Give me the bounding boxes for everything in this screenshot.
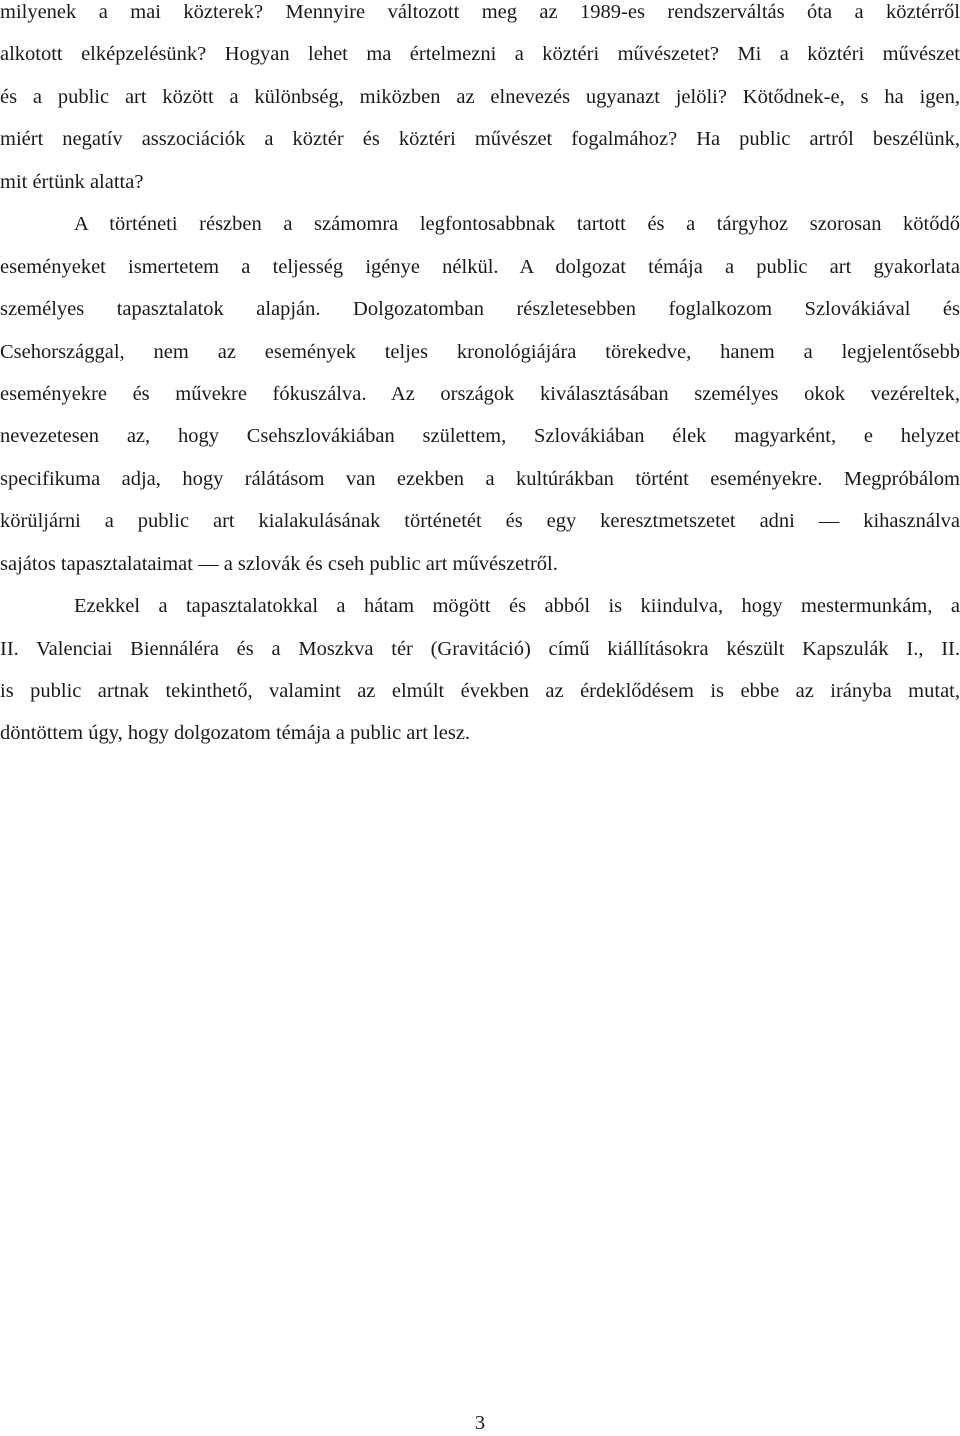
text-line: miért negatív asszociációk a köztér és köztéri művészet fogalmához? Ha public artról beszélünk, — [0, 128, 960, 151]
text-line: eseményekre és művekre fókuszálva. Az országok kiválasztásában személyes okok vezéreltek, — [0, 382, 960, 405]
text-line: személyes tapasztalatok alapján. Dolgozatomban részletesebben foglalkozom Szlovákiával és — [0, 298, 960, 321]
text-line: II. Valenciai Biennáléra és a Moszkva tér (Gravitáció) című kiállításokra készült Kapszulák I., II. — [0, 637, 960, 660]
text-line: körüljárni a public art kialakulásának történetét és egy keresztmetszetet adni — kihasználva — [0, 510, 960, 533]
paragraph-3 — [0, 585, 960, 755]
page-number: 3 — [474, 1412, 486, 1434]
text-line: A történeti részben a számomra legfontosabbnak tartott és a tárgyhoz szorosan kötődő — [74, 213, 960, 236]
text-line: alkotott elképzelésünk? Hogyan lehet ma értelmezni a köztéri művészetet? Mi a köztéri művészet — [0, 43, 960, 66]
paragraph-2 — [0, 203, 960, 585]
text-line: Ezekkel a tapasztalatokkal a hátam mögött és abból is kiindulva, hogy mestermunkám, a — [74, 595, 960, 618]
text-line: döntöttem úgy, hogy dolgozatom témája a public art lesz. — [0, 722, 471, 745]
text-line: eseményeket ismertetem a teljesség igénye nélkül. A dolgozat témája a public art gyakorlata — [0, 255, 960, 278]
text-line: sajátos tapasztalataimat — a szlovák és cseh public art művészetről. — [0, 552, 558, 575]
text-line: mit értünk alatta? — [0, 170, 144, 193]
text-line: Csehországgal, nem az események teljes kronológiájára törekedve, hanem a legjelentősebb — [0, 340, 960, 363]
text-line: milyenek a mai közterek? Mennyire változott meg az 1989-es rendszerváltás óta a köztérről — [0, 1, 960, 23]
text-line: nevezetesen az, hogy Csehszlovákiában születtem, Szlovákiában élek magyarként, e helyzet — [0, 425, 960, 448]
text-line: specifikuma adja, hogy rálátásom van ezekben a kultúrákban történt eseményekre. Megpróbálom — [0, 467, 960, 490]
text-line: és a public art között a különbség, miközben az elnevezés ugyanazt jelöli? Kötődnek-e, s ha igen, — [0, 85, 960, 108]
text-line: is public artnak tekinthető, valamint az elmúlt években az érdeklődésem is ebbe az irányba mutat, — [0, 680, 960, 702]
paragraph-1 — [0, 0, 960, 203]
